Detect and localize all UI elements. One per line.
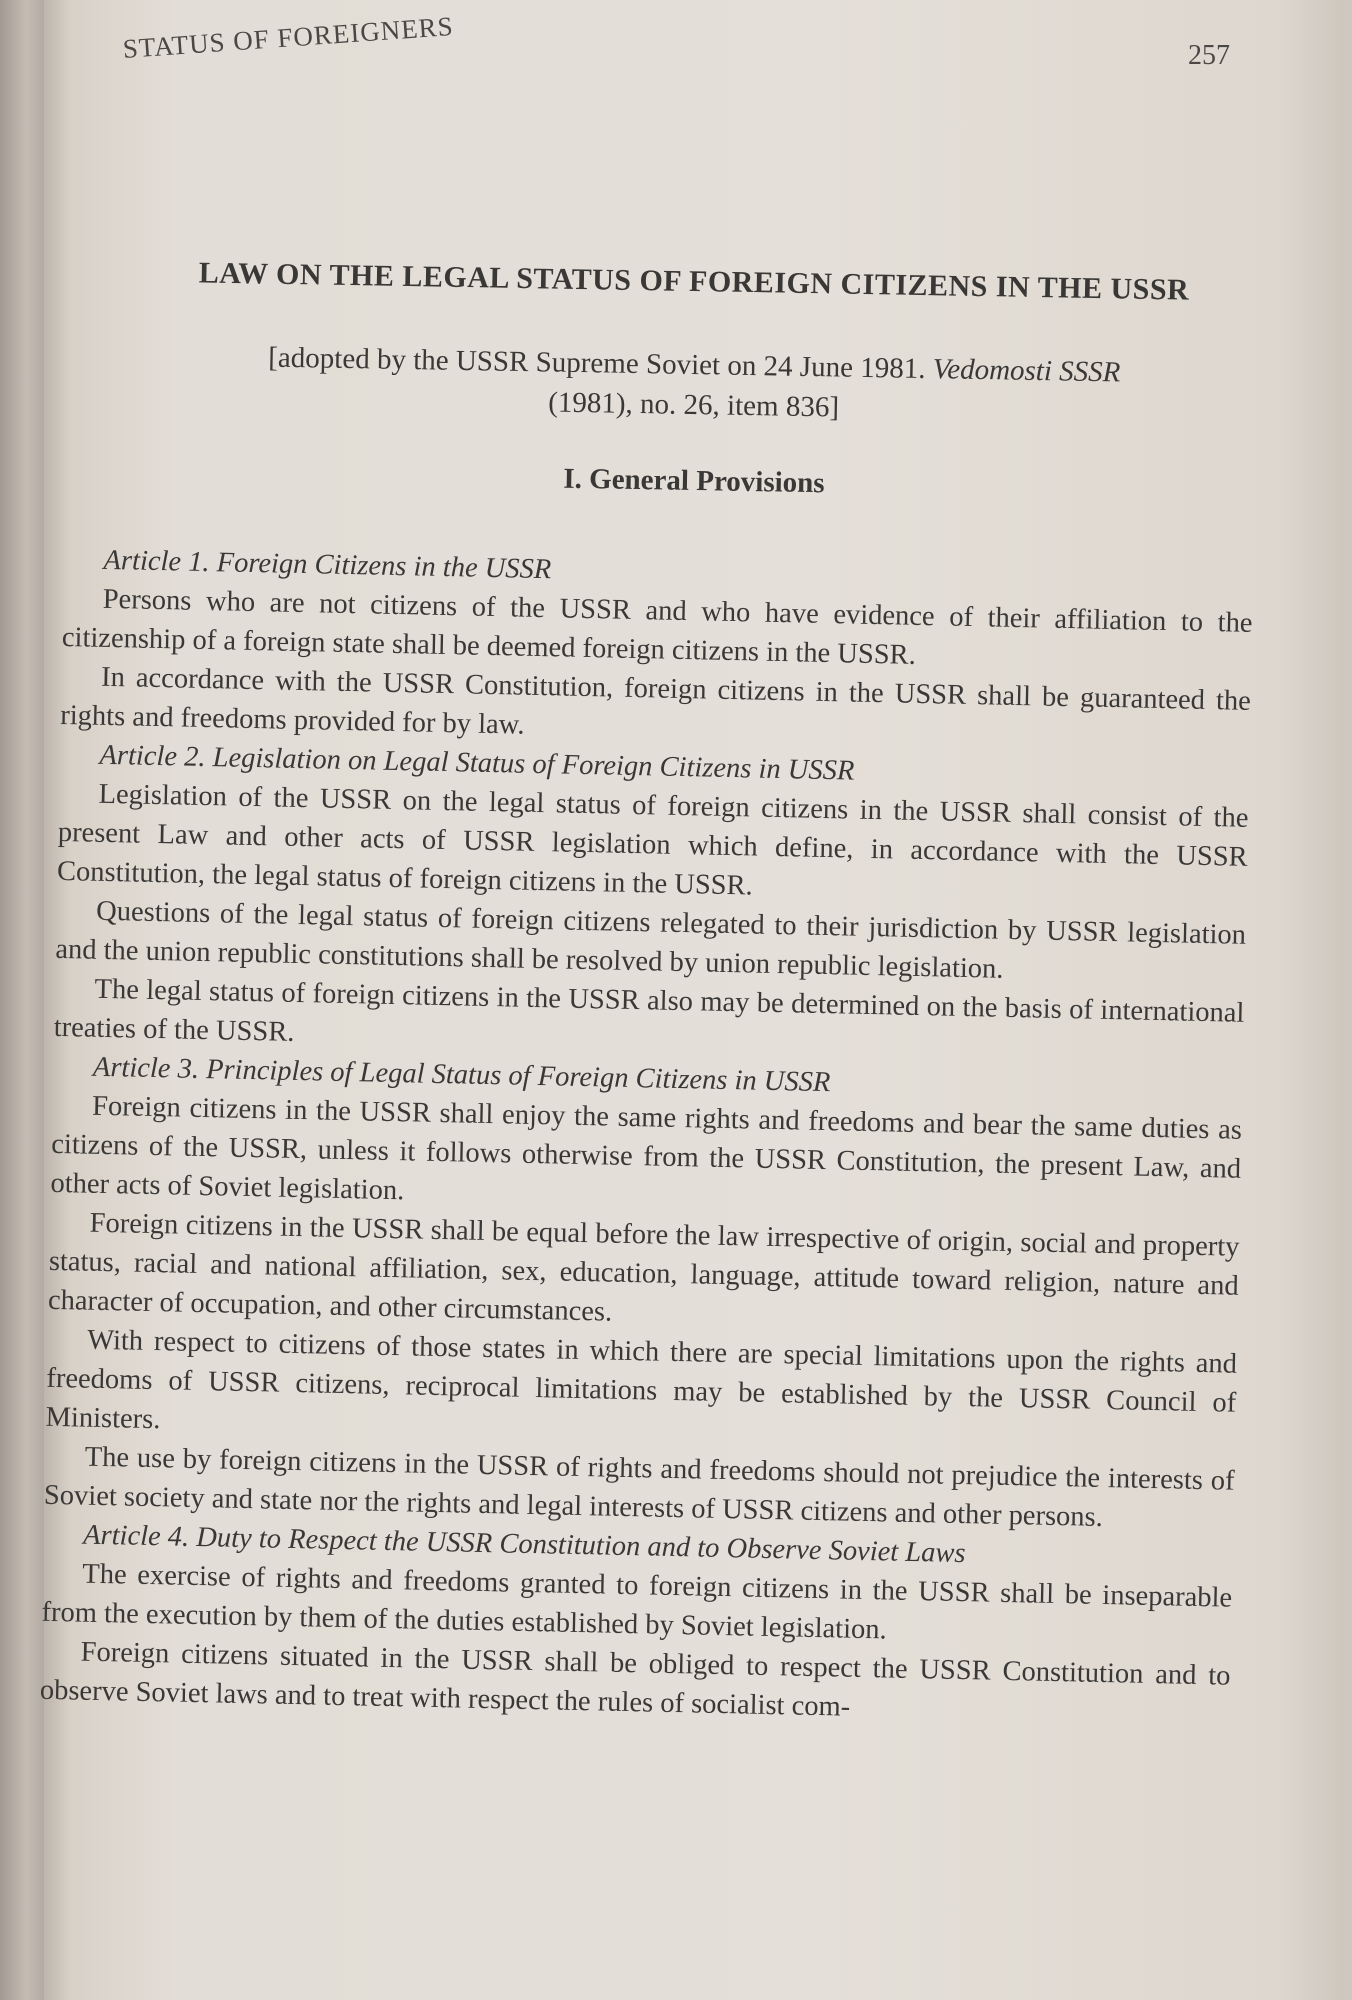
adoption-suffix: (1981), no. 26, item 836]	[548, 386, 840, 424]
paragraph: Foreign citizens situated in the USSR shall be obliged to respect the USSR Constitution and to observe Soviet laws and to treat with respect the rules of socialist com-	[39, 1636, 1231, 1723]
article-heading: Article 4. Duty to Respect the USSR Constitution and to Observe Soviet Laws	[82, 1519, 966, 1570]
page-number: 257	[1188, 40, 1230, 71]
paragraph: With respect to citizens of those states in which there are special limitations upon the rights and freedoms of USSR citizens, reciprocal limitations may be established by the USSR Council of Ministers.	[45, 1324, 1238, 1436]
body-text	[39, 540, 1253, 1735]
article-heading: Article 3. Principles of Legal Status of Foreign Citizens in USSR	[92, 1051, 831, 1099]
paragraph: In accordance with the USSR Constitution, foreign citizens in the USSR shall be guaranteed the rights and freedoms provided for by law.	[60, 661, 1252, 741]
article-heading: Article 2. Legislation on Legal Status of Foreign Citizens in USSR	[99, 739, 855, 787]
running-head: STATUS OF FOREIGNERS	[121, 10, 455, 65]
section-heading: I. General Provisions	[563, 462, 825, 500]
paragraph: The exercise of rights and freedoms granted to foreign citizens in the USSR shall be inseparable from the execution by them of the duties established by Soviet legislation.	[41, 1558, 1233, 1646]
paragraph: Questions of the legal status of foreign citizens relegated to their jurisdiction by USSR legislation and the union republic constitutions shall be resolved by union republic legislation.	[55, 895, 1247, 985]
adoption-prefix: [adopted by the USSR Supreme Soviet on 24 June 1981.	[268, 341, 934, 386]
paragraph: The use by foreign citizens in the USSR of rights and freedoms should not prejudice the interests of Soviet society and state nor the rights and legal interests of USSR citizens and other persons.	[43, 1441, 1235, 1533]
paragraph: Foreign citizens in the USSR shall be equal before the law irrespective of origin, social and property status, racial and national affiliation, sex, education, language, attitude toward religion, nature and character of occupation, and other circumstances.	[47, 1207, 1240, 1328]
book-spine-shadow	[0, 0, 44, 2000]
paragraph: Persons who are not citizens of the USSR and who have evidence of their affiliation to the citizenship of a foreign state shall be deemed foreign citizens in the USSR.	[61, 583, 1253, 671]
adoption-source: Vedomosti SSSR	[932, 353, 1121, 389]
book-page	[39, 0, 1344, 2000]
article-heading: Article 1. Foreign Citizens in the USSR	[103, 544, 552, 586]
adoption-note	[163, 336, 1224, 434]
law-title: LAW ON THE LEGAL STATUS OF FOREIGN CITIZENS IN THE USSR	[198, 256, 1190, 307]
paragraph: Legislation of the USSR on the legal status of foreign citizens in the USSR shall consist of the present Law and other acts of USSR legislation which define, in accordance with the USSR Constitution, the legal status of foreign citizens in the USSR.	[56, 778, 1249, 902]
paragraph: The legal status of foreign citizens in the USSR also may be determined on the basis of international treaties of the USSR.	[53, 973, 1245, 1048]
paragraph: Foreign citizens in the USSR shall enjoy the same rights and freedoms and bear the same duties as citizens of the USSR, unless it follows otherwise from the USSR Constitution, the present Law, and other acts of Soviet legislation.	[50, 1090, 1243, 1207]
